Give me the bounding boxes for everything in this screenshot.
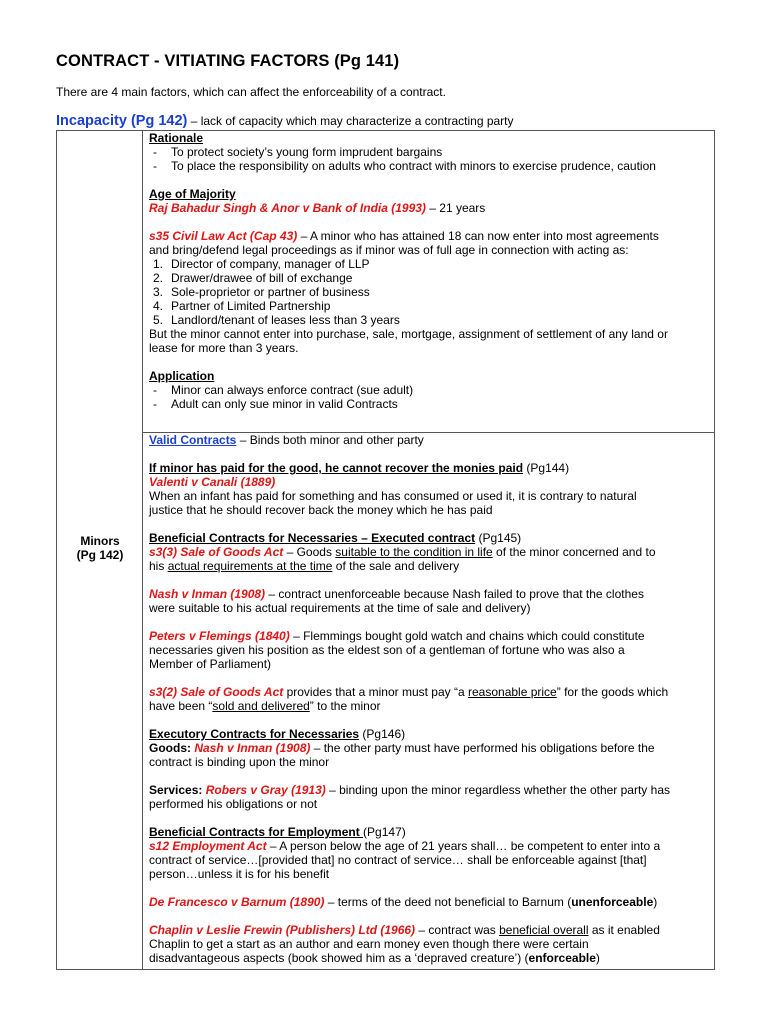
section-description: – lack of capacity which may characterize a contracting party bbox=[187, 114, 514, 128]
left-column bbox=[57, 131, 143, 969]
services-line: Services: Robers v Gray (1913) – binding upon the minor regardless whether the other party has bbox=[149, 783, 670, 797]
nash-line: Nash v Inman (1908) – contract unenforceable because Nash failed to prove that the clothes bbox=[149, 587, 644, 601]
table-row-capacity bbox=[143, 131, 714, 433]
application-heading: Application bbox=[149, 369, 215, 383]
age-case-line: Raj Bahadur Singh & Anor v Bank of India (1993) – 21 years bbox=[149, 201, 486, 215]
section-heading bbox=[56, 113, 514, 129]
beneficial-heading-line: Beneficial Contracts for Necessaries – Executed contract (Pg145) bbox=[149, 531, 522, 545]
cla-line: s35 Civil Law Act (Cap 43) – A minor who has attained 18 can now enter into most agreements bbox=[149, 229, 659, 243]
s12-line: s12 Employment Act – A person below the age of 21 years shall… be competent to enter into a bbox=[149, 839, 661, 853]
cla-line-2: and bring/defend legal proceedings as if minor was of full age in connection with acting as: bbox=[149, 243, 629, 257]
section-title: Incapacity (Pg 142) bbox=[56, 113, 188, 129]
peters-line: Peters v Flemings (1840) – Flemmings bought gold watch and chains which could constitute bbox=[149, 629, 645, 643]
chaplin-line: Chaplin v Leslie Frewin (Publishers) Ltd (1966) – contract was beneficial overall as it enabled bbox=[149, 923, 660, 937]
executory-heading-line: Executory Contracts for Necessaries (Pg146) bbox=[149, 727, 406, 741]
cla-note-2: lease for more than 3 years. bbox=[149, 341, 299, 355]
minors-label: Minors (Pg 142) bbox=[76, 534, 124, 562]
defrancesco-line: De Francesco v Barnum (1890) – terms of the deed not beneficial to Barnum (unenforceable) bbox=[149, 895, 658, 909]
table-row-contracts: Valid Contracts – Binds both minor and other party If minor has paid for the good, he cannot recover the monies paid (Pg144) Valenti v Canali (1889) When an infant has paid for something and has consumed or used it, it is contrary to natural justice that he should recover back the money which he has paid Beneficial Contracts for Necessaries – Executed contract (Pg145) s3(3) Sale of Goods Act – Goods suitable to the condition in life of the minor concerned and to his actual requirements at the time of the sale and delivery Nash v Inman (1908) – contract unenforceable because Nash failed to prove that the clothes were suitable to his actual requirements at the time of sale and delivery) Peters v Flemings (1840) – Flemmings bought gold watch and chains which could constitute necessaries given his position as the eldest son of a gentleman of fortune who was also a Member of Parliament) s3(2) Sale of Goods Act provides that a minor must pay “a reasonable price” for the goods which have been “sold and delivered” to the minor Executory Contracts for Necessaries (Pg146) Goods: Nash v Inman (1908) – the other party must have performed his obligations before the contract is binding upon the minor Services: Robers v Gray (1913) – binding upon the minor regardless whether the other party has performed his obligations or not Beneficial Contracts for Employment (Pg147) s12 Employment Act – A person below the age of 21 years shall… be competent to enter into a contract of service…[provided that] no contract of service… shall be enforceable against [that] person…unless it is for his benefit De Francesco v Barnum (1890) – terms of the deed not beneficial to Barnum (unenforceable) Chaplin v Leslie Frewin (Publishers) Ltd (1966) – contract was beneficial overall as it enabled Chaplin to get a start as an author and earn money even though there were certain disadvantageous aspects (book showed him as a ‘depraved creature’) (enforceable) bbox=[143, 433, 714, 969]
intro-text: There are 4 main factors, which can affect the enforceability of a contract. bbox=[56, 85, 446, 99]
rationale-heading: Rationale bbox=[149, 131, 204, 145]
s32-line: s3(2) Sale of Goods Act provides that a minor must pay “a reasonable price” for the goods which bbox=[149, 685, 669, 699]
list-item: - Adult can only sue minor in valid Contracts bbox=[153, 397, 398, 411]
cla-note: But the minor cannot enter into purchase, sale, mortgage, assignment of settlement of any land or bbox=[149, 327, 668, 341]
list-item: 5. Landlord/tenant of leases less than 3 years bbox=[153, 313, 400, 327]
paid-heading-line: If minor has paid for the good, he cannot recover the monies paid (Pg144) bbox=[149, 461, 570, 475]
valid-line: Valid Contracts – Binds both minor and other party bbox=[149, 433, 424, 447]
list-item: - To place the responsibility on adults who contract with minors to exercise prudence, caution bbox=[153, 159, 656, 173]
list-item: 1. Director of company, manager of LLP bbox=[153, 257, 370, 271]
goods-line: Goods: Nash v Inman (1908) – the other party must have performed his obligations before the bbox=[149, 741, 655, 755]
page-title: CONTRACT - VITIATING FACTORS (Pg 141) bbox=[56, 52, 400, 70]
s33-line: s3(3) Sale of Goods Act – Goods suitable to the condition in life of the minor concerned and to bbox=[149, 545, 656, 559]
age-heading: Age of Majority bbox=[149, 187, 236, 201]
employment-heading-line: Beneficial Contracts for Employment (Pg147) bbox=[149, 825, 406, 839]
list-item: - To protect society’s young form imprudent bargains bbox=[153, 145, 443, 159]
list-item: 4. Partner of Limited Partnership bbox=[153, 299, 331, 313]
notes-table bbox=[56, 130, 715, 970]
list-item: 2. Drawer/drawee of bill of exchange bbox=[153, 271, 353, 285]
list-item: - Minor can always enforce contract (sue adult) bbox=[153, 383, 414, 397]
valenti-case: Valenti v Canali (1889) bbox=[149, 475, 276, 489]
list-item: 3. Sole-proprietor or partner of business bbox=[153, 285, 370, 299]
